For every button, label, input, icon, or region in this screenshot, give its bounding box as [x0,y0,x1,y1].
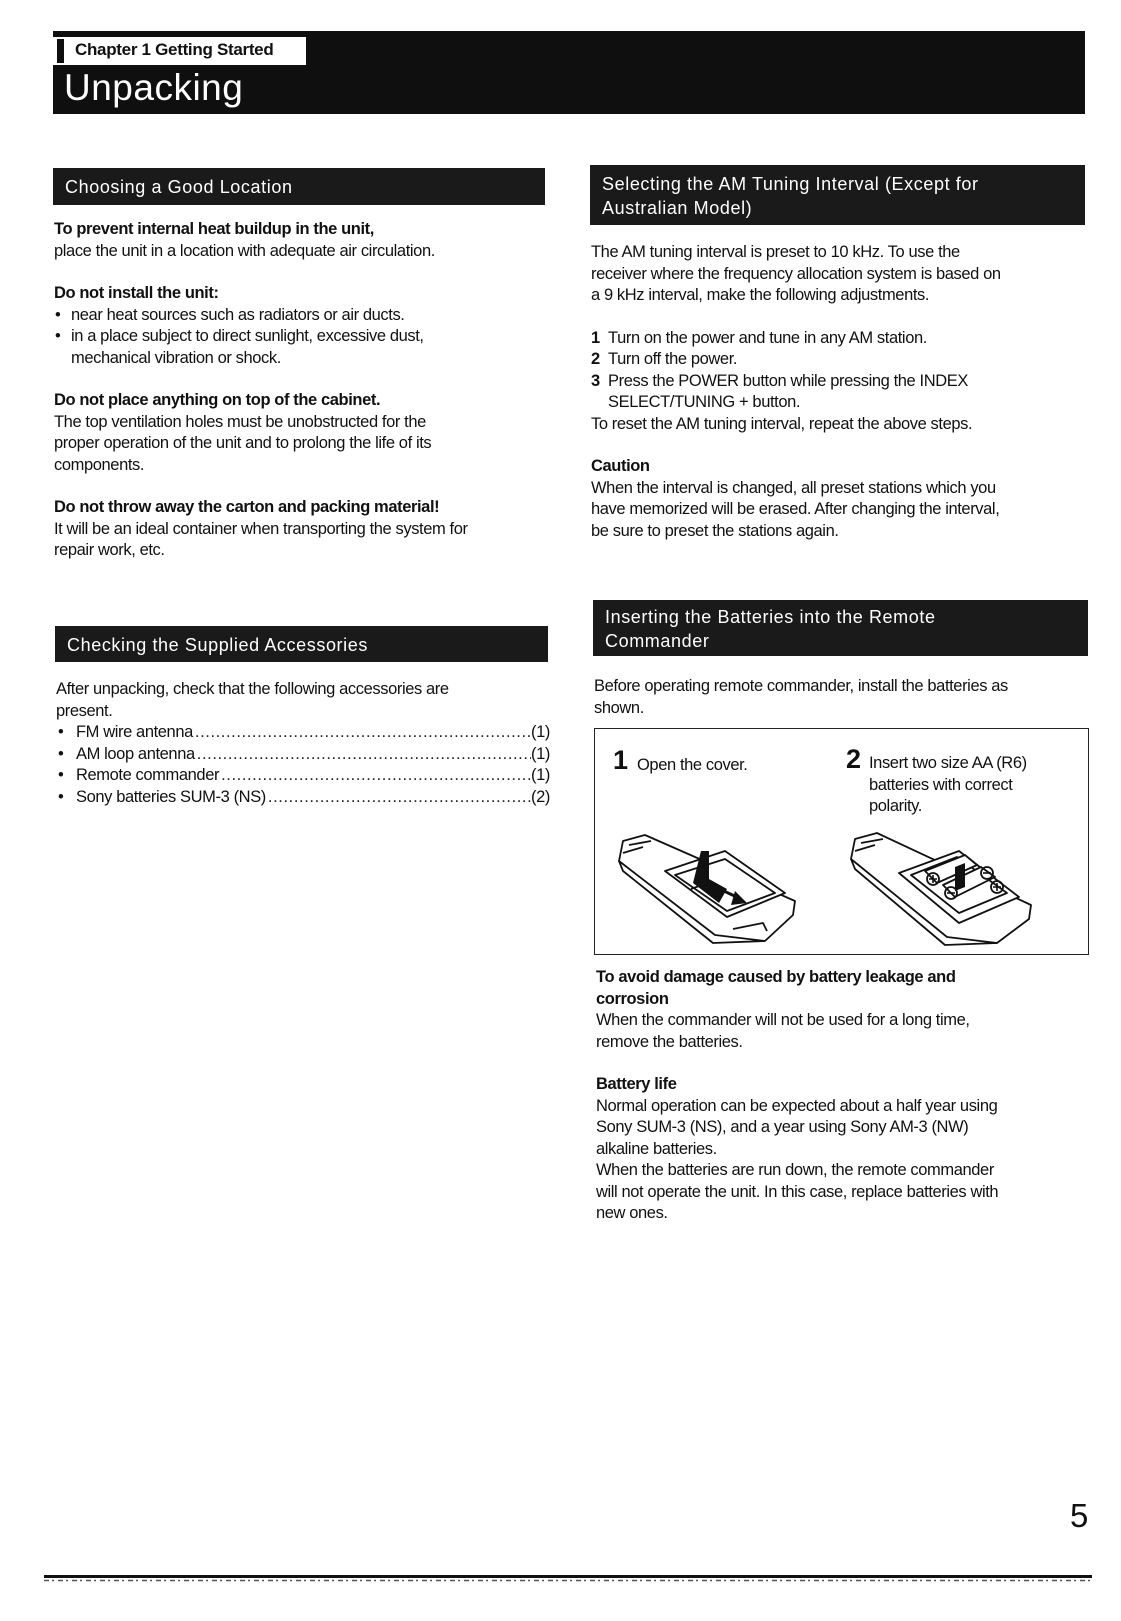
chapter-label: Chapter 1 Getting Started [75,40,274,59]
batteries-section-heading [593,600,1088,656]
am-intro-line: a 9 kHz interval, make the following adjustments. [591,286,930,304]
place-line: The top ventilation holes must be unobstructed for the [54,412,426,431]
accessories-heading-text: Checking the Supplied Accessories [67,635,368,655]
am-step-text: Turn off the power. [608,350,738,368]
am-step [591,349,1001,371]
am-intro-line: The AM tuning interval is preset to 10 kHz. To use the [591,243,960,261]
heat-title: To prevent internal heat buildup in the unit, [54,220,374,238]
am-reset-text: To reset the AM tuning interval, repeat the above steps. [591,414,973,433]
am-tuning-section-body [591,242,1001,542]
battery-figure [594,728,1089,955]
install-bullet-continuation: mechanical vibration or shock. [71,348,281,367]
accessory-item [56,787,550,809]
battery-life-line: will not operate the unit. In this case, replace batteries with [596,1182,999,1201]
place-line: components. [54,455,145,474]
carton-line: It will be an ideal container when transporting the system for [54,519,468,538]
figure-step-number: 2 [846,744,862,774]
accessories-intro-line: After unpacking, check that the following accessories are [56,680,449,698]
install-bullet: • in a place subject to direct sunlight, excessive dust, [54,326,468,348]
batteries-intro [594,676,1008,719]
leak-line: remove the batteries. [596,1032,743,1051]
battery-leak-note [596,967,998,1225]
accessory-qty: (2) [531,787,550,806]
am-step-number: 3 [591,371,600,390]
dot-leader [219,765,531,787]
remote-batteries-illustration [847,831,1047,949]
accessories-intro-line: present. [56,701,113,720]
page-number: 5 [1070,1497,1089,1534]
carton-line: repair work, etc. [54,541,165,559]
carton-title: Do not throw away the carton and packing material! [54,498,440,516]
battery-life-line: Sony SUM-3 (NS), and a year using Sony AM-3 (NW) [596,1118,969,1136]
accessory-item [56,744,550,766]
figure-step-text: Open the cover. [637,756,748,774]
bottom-rule [44,1574,1092,1583]
figure-step-line: polarity. [869,797,922,815]
accessory-item [56,765,550,787]
caution-title: Caution [591,457,650,475]
accessory-qty: (1) [531,723,550,741]
place-line: proper operation of the unit and to prolong the life of its [54,434,432,452]
install-title: Do not install the unit: [54,284,219,302]
battery-life-line: alkaline batteries. [596,1139,717,1158]
page-title: Unpacking [64,67,244,108]
accessory-qty: (1) [531,766,550,784]
am-heading-line: Australian Model) [602,198,753,218]
accessory-name: • AM loop antenna [76,744,195,763]
battery-life-title: Battery life [596,1075,677,1093]
accessories-section-body [56,679,550,808]
accessories-section-heading [55,626,548,662]
caution-line: have memorized will be erased. After changing the interval, [591,500,1000,518]
batteries-intro-line: Before operating remote commander, install the batteries as [594,677,1008,695]
am-intro-line: receiver where the frequency allocation system is based on [591,264,1001,283]
am-heading-line: Selecting the AM Tuning Interval (Except for [602,174,979,194]
am-step-text: Press the POWER button while pressing the INDEX [608,371,968,390]
caution-line: When the interval is changed, all preset stations which you [591,478,996,497]
dot-leader [195,744,531,766]
batteries-heading-line: Commander [605,631,710,651]
am-step-number: 2 [591,350,600,368]
batteries-heading-line: Inserting the Batteries into the Remote [605,607,936,627]
battery-life-line: new ones. [596,1204,668,1222]
battery-life-line: When the batteries are run down, the remote commander [596,1161,994,1179]
chapter-marker [57,39,64,63]
am-step-continuation: SELECT/TUNING + button. [608,393,801,411]
am-step [591,371,1001,393]
leak-title-line: corrosion [596,989,669,1008]
figure-step-number: 1 [613,745,629,775]
am-tuning-section-heading [590,165,1085,225]
leak-line: When the commander will not be used for a long time, [596,1011,970,1029]
location-heading-text: Choosing a Good Location [65,177,293,197]
install-bullet: • near heat sources such as radiators or air ducts. [54,305,468,327]
remote-open-cover-illustration [615,831,815,949]
am-step-text: Turn on the power and tune in any AM station. [608,328,927,347]
leak-title-line: To avoid damage caused by battery leakage and [596,968,956,986]
accessory-item [56,722,550,744]
location-section-body [54,219,468,562]
accessory-name: • Sony batteries SUM-3 (NS) [76,787,266,806]
place-title: Do not place anything on top of the cabinet. [54,391,381,409]
figure-step-line: Insert two size AA (R6) [869,754,1027,772]
figure-step-line: batteries with correct [869,775,1013,794]
heat-text: place the unit in a location with adequate air circulation. [54,241,435,260]
dot-leader [193,722,531,744]
am-step-number: 1 [591,328,600,347]
accessory-qty: (1) [531,744,550,763]
figure-step-text [869,753,1027,818]
dot-leader [266,787,531,809]
caution-line: be sure to preset the stations again. [591,521,839,540]
accessory-name: • FM wire antenna [76,723,193,741]
battery-life-line: Normal operation can be expected about a half year using [596,1096,998,1115]
am-step [591,328,1001,350]
accessory-name: • Remote commander [76,766,220,784]
location-section-heading [53,168,545,205]
batteries-intro-line: shown. [594,698,644,717]
